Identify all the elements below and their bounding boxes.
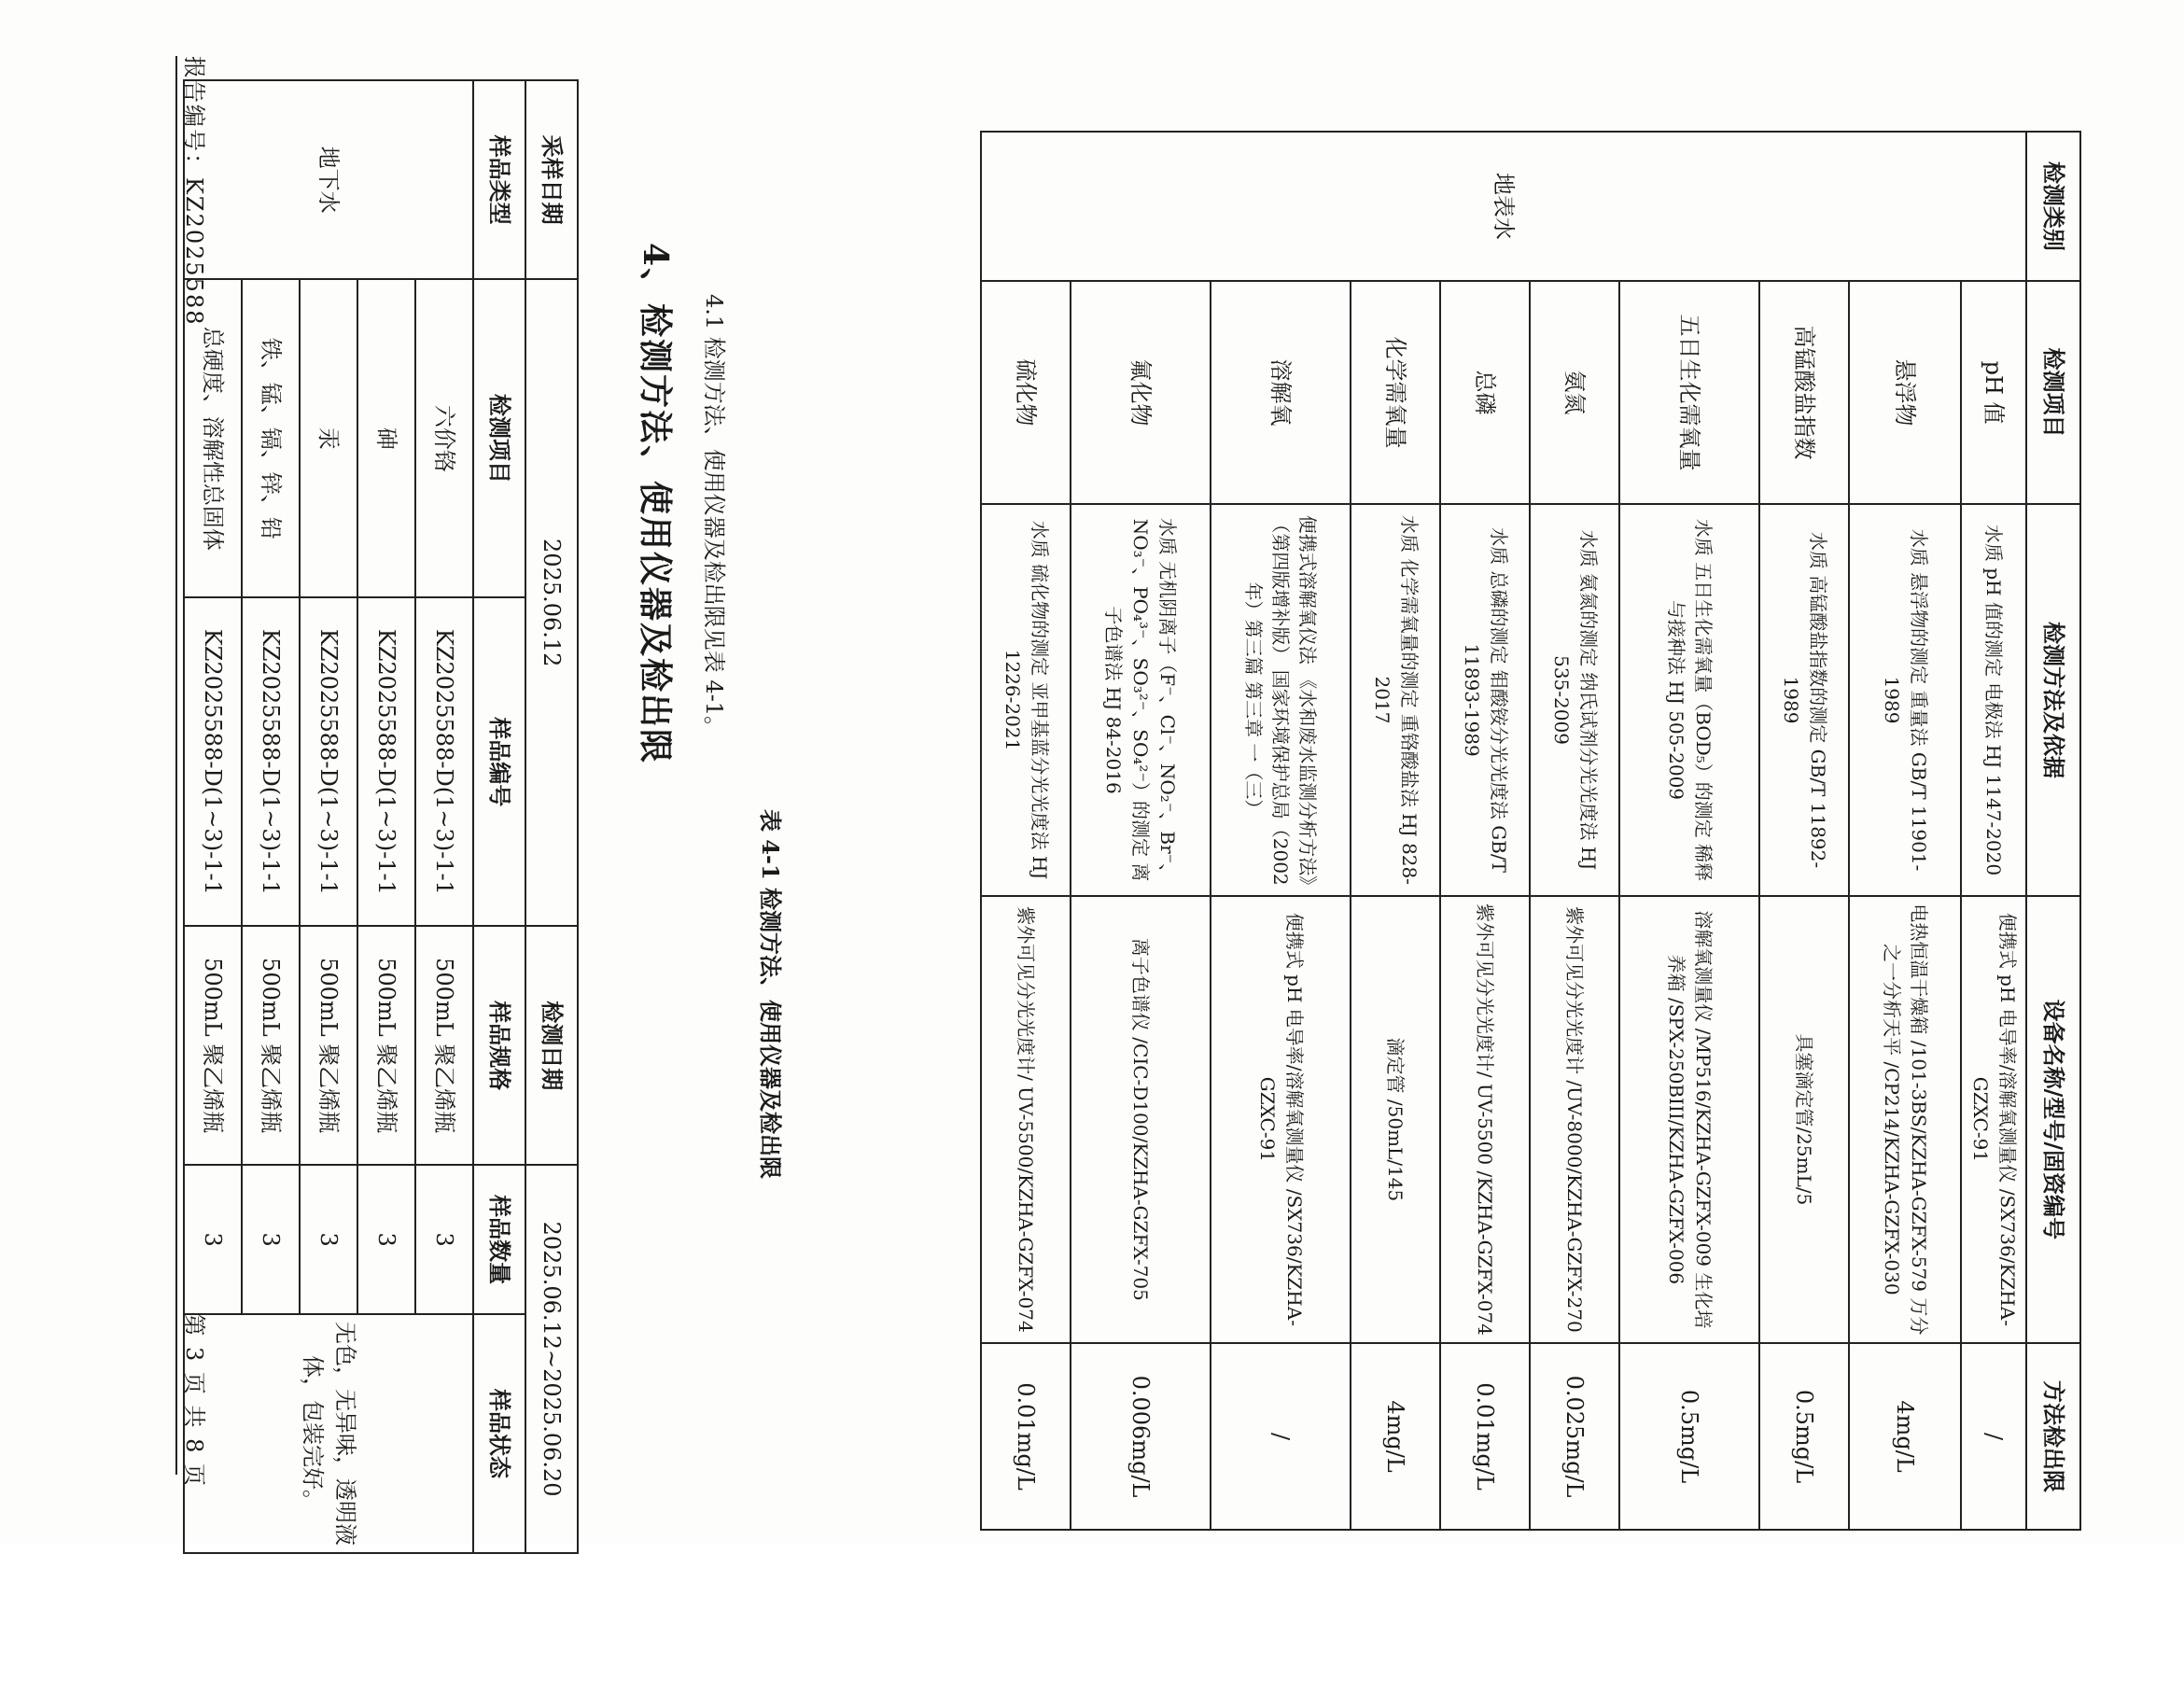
sample-spec-cell: 500mL 聚乙烯瓶 bbox=[300, 926, 357, 1165]
sample-item-cell: 铁、锰、镉、锌、铅 bbox=[242, 279, 300, 597]
method-device-cell: 紫外可见分光光度计/ UV-5500/KZHA-GZFX-074 bbox=[981, 896, 1071, 1343]
method-basis-cell: 水质 五日生化需氧量（BOD₅）的测定 稀释与接种法 HJ 505-2009 bbox=[1619, 504, 1759, 895]
sample-row bbox=[415, 80, 473, 1553]
section-subtitle: 4.1 检测方法、使用仪器及检出限见表 4-1。 bbox=[701, 294, 727, 739]
sample-spec-cell: 500mL 聚乙烯瓶 bbox=[357, 926, 415, 1165]
sample-header-cell: 样品状态 bbox=[473, 1314, 525, 1553]
method-limit-cell: 0.5mg/L bbox=[1759, 1343, 1849, 1530]
sample-qty-cell: 3 bbox=[300, 1165, 357, 1314]
method-table bbox=[980, 131, 2081, 1531]
method-item-cell: 氨氮 bbox=[1530, 281, 1619, 505]
method-basis-cell: 水质 高锰酸盐指数的测定 GB/T 11892-1989 bbox=[1759, 504, 1849, 895]
sample-item-cell: 六价铬 bbox=[415, 279, 473, 597]
method-row bbox=[981, 132, 1071, 1530]
sample-spec-cell: 500mL 聚乙烯瓶 bbox=[415, 926, 473, 1165]
method-item-cell: pH 值 bbox=[1961, 281, 2026, 505]
sample-qty-cell: 3 bbox=[415, 1165, 473, 1314]
method-device-cell: 紫外可见分光光度计 /UV-8000/KZHA-GZFX-270 bbox=[1530, 896, 1619, 1343]
method-limit-cell: 0.01mg/L bbox=[1440, 1343, 1530, 1530]
section-title: 4、检测方法、使用仪器及检出限 bbox=[636, 243, 675, 765]
sample-header-cell: 检测项目 bbox=[473, 279, 525, 597]
method-limit-cell: / bbox=[1961, 1343, 2026, 1530]
method-device-cell: 紫外可见分光光度计/ UV-5500 /KZHA-GZFX-074 bbox=[1440, 896, 1530, 1343]
method-item-cell: 氟化物 bbox=[1071, 281, 1211, 505]
sampling-date-label: 采样日期 bbox=[525, 80, 578, 279]
method-basis-cell: 水质 总磷的测定 钼酸铵分光光度法 GB/T 11893-1989 bbox=[1440, 504, 1530, 895]
method-basis-cell: 水质 pH 值的测定 电极法 HJ 1147-2020 bbox=[1961, 504, 2026, 895]
page-number: 第 3 页 共 8 页 bbox=[181, 1313, 207, 1488]
method-header-cell: 方法检出限 bbox=[2026, 1343, 2080, 1530]
method-header-cell: 检测项目 bbox=[2026, 281, 2080, 505]
sample-table-header bbox=[473, 80, 525, 1553]
sample-id-cell: KZ2025588-D(1~3)-1-1 bbox=[242, 597, 300, 926]
sample-item-cell: 砷 bbox=[357, 279, 415, 597]
sample-id-cell: KZ2025588-D(1~3)-1-1 bbox=[415, 597, 473, 926]
sample-state-cell: 无色，无异味，透明液体，包装完好。 bbox=[184, 1314, 473, 1553]
method-limit-cell: 0.5mg/L bbox=[1619, 1343, 1759, 1530]
method-header-cell: 检测类别 bbox=[2026, 132, 2080, 281]
method-limit-cell: 4mg/L bbox=[1351, 1343, 1440, 1530]
method-limit-cell: 0.006mg/L bbox=[1071, 1343, 1211, 1530]
table-caption: 表 4-1 检测方法、使用仪器及检出限 bbox=[757, 808, 784, 1180]
method-row bbox=[1530, 132, 1619, 1530]
method-row bbox=[1961, 132, 2026, 1530]
sample-qty-cell: 3 bbox=[184, 1165, 242, 1314]
method-basis-cell: 水质 无机阴离子（F⁻、Cl⁻、NO₂⁻、Br⁻、NO₃⁻、PO₄³⁻、SO₃²⁻、SO₄²⁻）的测定 离子色谱法 HJ 84-2016 bbox=[1071, 504, 1211, 895]
header-rule bbox=[175, 56, 177, 1475]
test-date: 2025.06.12~2025.06.20 bbox=[525, 1165, 578, 1553]
method-item-cell: 化学需氧量 bbox=[1351, 281, 1440, 505]
sample-table-body bbox=[184, 80, 473, 1553]
method-row bbox=[1619, 132, 1759, 1530]
method-device-cell: 便携式 pH 电导率/溶解氧测量仪 /SX736/KZHA-GZXC-91 bbox=[1211, 896, 1351, 1343]
method-header-cell: 设备名称/型号/固资编号 bbox=[2026, 896, 2080, 1343]
method-limit-cell: 4mg/L bbox=[1849, 1343, 1961, 1530]
sample-header-cell: 样品类型 bbox=[473, 80, 525, 279]
method-item-cell: 溶解氧 bbox=[1211, 281, 1351, 505]
sample-header-cell: 样品编号 bbox=[473, 597, 525, 926]
sample-spec-cell: 500mL 聚乙烯瓶 bbox=[184, 926, 242, 1165]
sample-info-table bbox=[183, 79, 579, 1554]
method-table-header bbox=[2026, 132, 2080, 1530]
method-device-cell: 便携式 pH 电导率/溶解氧测量仪 /SX736/KZHA-GZXC-91 bbox=[1961, 896, 2026, 1343]
method-device-cell: 电热恒温干燥箱 /101-3BS/KZHA-GZFX-579 万分之一分析天平 /CP214/KZHA-GZFX-030 bbox=[1849, 896, 1961, 1343]
method-item-cell: 五日生化需氧量 bbox=[1619, 281, 1759, 505]
sample-id-cell: KZ2025588-D(1~3)-1-1 bbox=[357, 597, 415, 926]
sample-id-cell: KZ2025588-D(1~3)-1-1 bbox=[184, 597, 242, 926]
method-limit-cell: 0.025mg/L bbox=[1530, 1343, 1619, 1530]
method-item-cell: 悬浮物 bbox=[1849, 281, 1961, 505]
method-device-cell: 滴定管 /50mL/145 bbox=[1351, 896, 1440, 1343]
method-table-body bbox=[981, 132, 2026, 1530]
sample-header-cell: 样品规格 bbox=[473, 926, 525, 1165]
method-device-cell: 离子色谱仪 /CIC-D100/KZHA-GZFX-705 bbox=[1071, 896, 1211, 1343]
report-number: 报告编号：KZ2025588 bbox=[181, 56, 207, 327]
method-item-cell: 高锰酸盐指数 bbox=[1759, 281, 1849, 505]
method-row bbox=[1351, 132, 1440, 1530]
method-basis-cell: 水质 悬浮物的测定 重量法 GB/T 11901-1989 bbox=[1849, 504, 1961, 895]
method-row bbox=[1211, 132, 1351, 1530]
sample-item-cell: 汞 bbox=[300, 279, 357, 597]
sample-id-cell: KZ2025588-D(1~3)-1-1 bbox=[300, 597, 357, 926]
sample-type-cell: 地下水 bbox=[184, 80, 473, 279]
sample-item-cell: 总硬度、溶解性总固体 bbox=[184, 279, 242, 597]
method-row bbox=[1849, 132, 1961, 1530]
test-date-label: 检测日期 bbox=[525, 926, 578, 1165]
method-limit-cell: 0.01mg/L bbox=[981, 1343, 1071, 1530]
method-item-cell: 总磷 bbox=[1440, 281, 1530, 505]
method-device-cell: 溶解氧测量仪 /MP516/KZHA-GZFX-009 生化培养箱 /SPX-250BIII/KZHA-GZFX-006 bbox=[1619, 896, 1759, 1343]
category-cell: 地表水 bbox=[981, 132, 2026, 281]
sampling-date: 2025.06.12 bbox=[525, 279, 578, 926]
method-basis-cell: 便携式溶解氧仪法 《水和废水监测分析方法》（第四版增补版） 国家环境保护总局（2002 年）第三篇 第三章 一（三） bbox=[1211, 504, 1351, 895]
sample-qty-cell: 3 bbox=[242, 1165, 300, 1314]
sample-header-cell: 样品数量 bbox=[473, 1165, 525, 1314]
method-limit-cell: / bbox=[1211, 1343, 1351, 1530]
method-basis-cell: 水质 硫化物的测定 亚甲基蓝分光光度法 HJ 1226-2021 bbox=[981, 504, 1071, 895]
method-row bbox=[1759, 132, 1849, 1530]
method-basis-cell: 水质 氨氮的测定 纳氏试剂分光光度法 HJ 535-2009 bbox=[1530, 504, 1619, 895]
method-row bbox=[1440, 132, 1530, 1530]
method-item-cell: 硫化物 bbox=[981, 281, 1071, 505]
method-header-cell: 检测方法及依据 bbox=[2026, 504, 2080, 895]
sample-spec-cell: 500mL 聚乙烯瓶 bbox=[242, 926, 300, 1165]
sample-qty-cell: 3 bbox=[357, 1165, 415, 1314]
method-row bbox=[1071, 132, 1211, 1530]
method-basis-cell: 水质 化学需氧量的测定 重铬酸盐法 HJ 828-2017 bbox=[1351, 504, 1440, 895]
method-device-cell: 具塞滴定管/25mL/5 bbox=[1759, 896, 1849, 1343]
